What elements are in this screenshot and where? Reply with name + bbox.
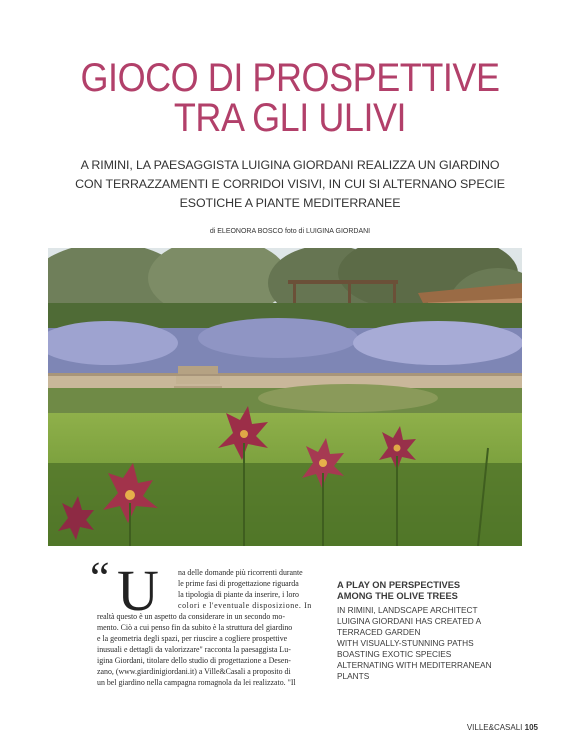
page-number: 105 <box>524 723 538 732</box>
subtitle-line: ESOTICHE A PIANTE MEDITERRANEE <box>179 196 401 210</box>
body-text-line: realtà questo è un aspetto da considerare in un secondo mo- <box>97 612 285 621</box>
body-text-line: colori e l'eventuale disposizione. In <box>178 601 312 610</box>
drop-cap: U <box>117 558 159 623</box>
byline: di ELEONORA BOSCO foto di LUIGINA GIORDANI <box>209 228 371 235</box>
sidebar-text-line: TERRACED GARDEN <box>337 627 421 637</box>
article-title <box>29 58 551 138</box>
magazine-name: VILLE&CASALI <box>466 723 523 732</box>
garden-photo <box>48 248 522 546</box>
sidebar-text-line: IN RIMINI, LANDSCAPE ARCHITECT <box>337 605 478 615</box>
sidebar-text-line: PLANTS <box>337 671 370 681</box>
subtitle-line: CON TERRAZZAMENTI E CORRIDOI VISIVI, IN CUI SI ALTERNANO SPECIE <box>75 177 505 191</box>
sidebar-heading-line: AMONG THE OLIVE TREES <box>337 591 458 601</box>
sidebar-text-line: LUIGINA GIORDANI HAS CREATED A <box>337 616 482 626</box>
body-text-line: igina Giordani, titolare dello studio di progettazione a Desen- <box>97 656 291 665</box>
body-text-line: na delle domande più ricorrenti durante <box>178 568 303 577</box>
quote-mark: “ <box>90 553 110 602</box>
body-text-line: e la geometria degli spazi, per riuscire a cogliere prospettive <box>97 634 288 643</box>
sidebar-text-line: WITH VISUALLY-STUNNING PATHS <box>337 638 474 648</box>
article-subtitle <box>40 156 540 213</box>
sidebar-text-line: BOASTING EXOTIC SPECIES <box>337 649 452 659</box>
body-text-line: inusuali e dettagli da valorizzare" racconta la paesaggista Lu- <box>97 645 291 654</box>
body-text-line: zano, (www.giardinigiordani.it) a Ville&Casali a proposito di <box>97 667 291 676</box>
body-text-line: mento. Ciò a cui penso fin da subito è la struttura del giardino <box>97 623 293 632</box>
body-text-line: le prime fasi di progettazione riguarda <box>178 579 299 588</box>
sidebar-text-line: ALTERNATING WITH MEDITERRANEAN <box>337 660 492 670</box>
title-line-1: GIOCO DI PROSPETTIVE <box>80 56 500 100</box>
body-text-line: un bel giardino nella campagna romagnola da lei realizzato. "Il <box>97 678 296 687</box>
sidebar-heading-line: A PLAY ON PERSPECTIVES <box>337 580 461 590</box>
page-folio <box>467 723 538 732</box>
title-line-2: TRA GLI ULIVI <box>173 96 407 140</box>
subtitle-line: A RIMINI, LA PAESAGGISTA LUIGINA GIORDANI REALIZZA UN GIARDINO <box>80 158 500 172</box>
body-text-line: la tipologia di piante da inserire, i loro <box>178 590 299 599</box>
